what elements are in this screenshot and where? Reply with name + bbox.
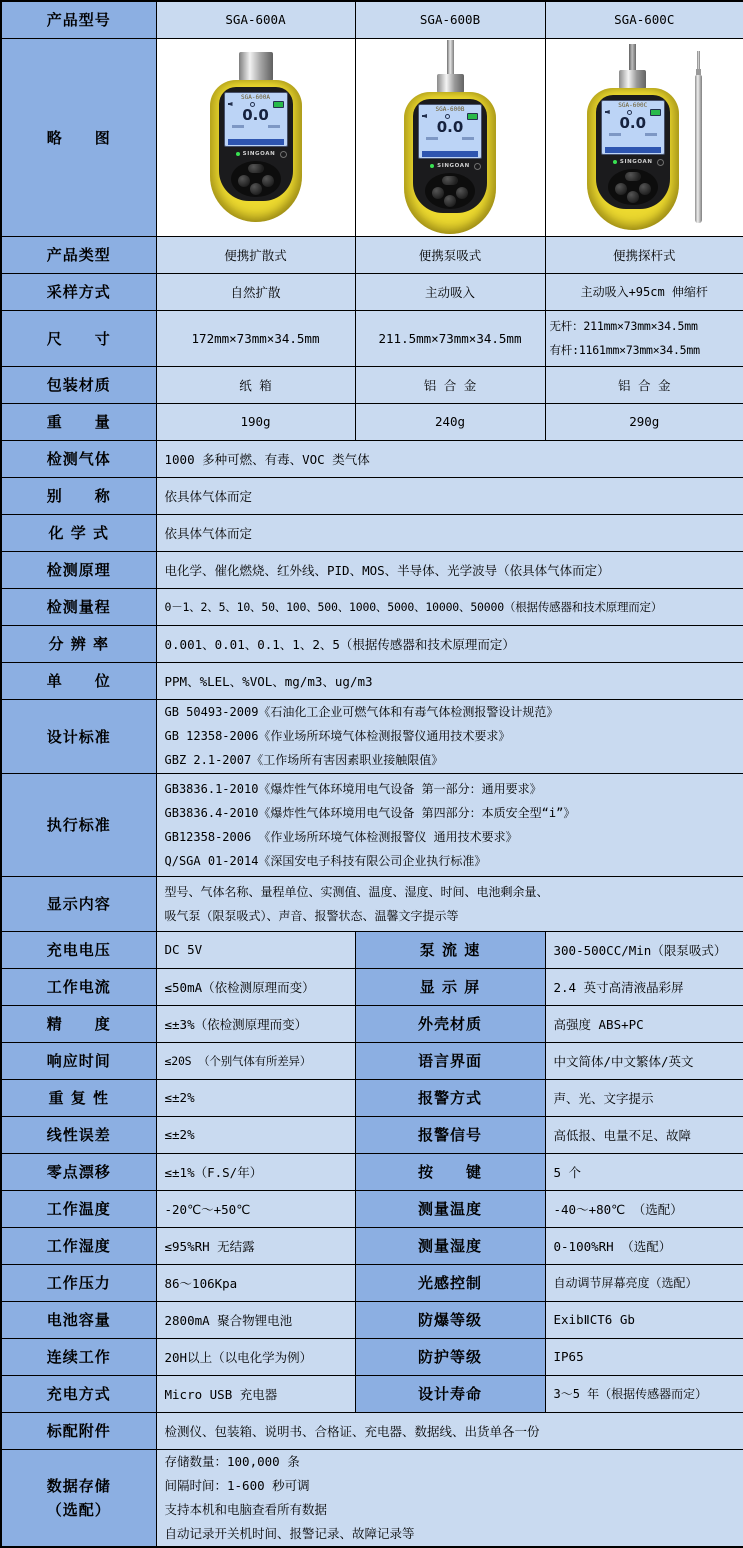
button-cluster	[425, 173, 475, 209]
sensor-cap	[619, 70, 646, 89]
storage-line: 间隔时间：1-600 秒可调	[164, 1477, 310, 1493]
row-split	[1, 1116, 743, 1153]
sensor-cap	[239, 52, 273, 81]
spec-value: 3～5 年（根据传感器而定）	[545, 1375, 743, 1412]
screen-footer-bar	[228, 139, 284, 145]
telescopic-probe-rod	[695, 51, 702, 223]
spec-value: 依具体气体而定	[156, 477, 743, 514]
spec-value	[156, 773, 743, 876]
gas-reading: 0.0	[242, 106, 269, 124]
spec-value-a: 190g	[156, 403, 355, 440]
left-button	[432, 187, 444, 199]
spec-label: 外壳材质	[355, 1005, 545, 1042]
spec-label: 防爆等级	[355, 1301, 545, 1338]
spec-label: 零点漂移	[1, 1153, 156, 1190]
spec-label: 防护等级	[355, 1338, 545, 1375]
speaker-icon	[422, 114, 427, 118]
row-resolution	[1, 625, 743, 662]
spec-label: 测量温度	[355, 1190, 545, 1227]
spec-label: 执行标准	[1, 773, 156, 876]
row-unit	[1, 662, 743, 699]
spec-label: 响应时间	[1, 1042, 156, 1079]
spec-value-c: 铝 合 金	[545, 366, 743, 403]
device-face	[413, 99, 487, 213]
model-c-cell: SGA-600C	[545, 1, 743, 38]
screen-model-text: SGA-600C	[618, 102, 648, 109]
spec-label: 标配附件	[1, 1412, 156, 1449]
spec-value: 20H以上（以电化学为例）	[156, 1338, 355, 1375]
row-design-standard	[1, 699, 743, 773]
enter-button	[444, 195, 456, 207]
spec-label: 测量湿度	[355, 1227, 545, 1264]
screen-model-text: SGA-600B	[435, 106, 465, 113]
screen-info-rows	[228, 124, 284, 128]
spec-value: ≤±1%（F.S/年）	[156, 1153, 355, 1190]
row-split	[1, 1190, 743, 1227]
left-button	[238, 175, 250, 187]
row-weight	[1, 403, 743, 440]
menu-button	[248, 164, 264, 173]
spec-value-b: 211.5mm×73mm×34.5mm	[355, 310, 545, 366]
status-led	[236, 152, 240, 156]
spec-label: 显示内容	[1, 876, 156, 931]
standard-line: GBZ 2.1-2007《工作场所有害因素职业接触限值》	[164, 753, 444, 767]
storage-line: 自动记录开关机时间、报警记录、故障记录等	[164, 1525, 415, 1541]
standard-line: GB12358-2006 《作业场所环境气体检测报警仪 通用技术要求》	[164, 829, 518, 844]
row-formula	[1, 514, 743, 551]
spec-value-a: 纸 箱	[156, 366, 355, 403]
header-label-product-model: 产品型号	[1, 1, 156, 38]
spec-value-c: 主动吸入+95cm 伸缩杆	[545, 273, 743, 310]
spec-value: ≤±2%	[156, 1079, 355, 1116]
row-split	[1, 931, 743, 968]
brand-row	[601, 155, 665, 168]
spec-value: 1000 多种可燃、有毒、VOC 类气体	[156, 440, 743, 477]
row-split	[1, 1338, 743, 1375]
sensor-cap	[437, 74, 464, 93]
spec-label: 检测原理	[1, 551, 156, 588]
spec-label: 工作压力	[1, 1264, 156, 1301]
spec-label: 化 学 式	[1, 514, 156, 551]
brand-text: SINGOAN	[437, 162, 470, 169]
storage-label-line1: 数据存储	[46, 1476, 111, 1495]
spec-value: 2800mA 聚合物锂电池	[156, 1301, 355, 1338]
spec-value: 0.001、0.01、0.1、1、2、5（根据传感器和技术原理而定）	[156, 625, 743, 662]
dimension-with-rod: 有杆:1161mm×73mm×34.5mm	[549, 343, 700, 357]
spec-label: 工作湿度	[1, 1227, 156, 1264]
spec-value: Micro USB 充电器	[156, 1375, 355, 1412]
rod-tip	[697, 51, 700, 69]
spec-value: ≤20S （个别气体有所差异）	[156, 1042, 355, 1079]
spec-value: ≤±3%（依检测原理而变）	[156, 1005, 355, 1042]
row-range	[1, 588, 743, 625]
storage-line: 支持本机和电脑查看所有数据	[164, 1501, 328, 1517]
spec-label: 产品类型	[1, 236, 156, 273]
spec-label: 分 辨 率	[1, 625, 156, 662]
enter-button	[627, 191, 639, 203]
display-line: 吸气泵（限泵吸式）、声音、报警状态、温馨文字提示等	[164, 908, 459, 923]
rod-shaft	[695, 75, 702, 223]
spec-label: 充电电压	[1, 931, 156, 968]
pump-probe	[447, 40, 454, 74]
spec-value	[156, 876, 743, 931]
spec-value-b: 便携泵吸式	[355, 236, 545, 273]
device-face	[596, 95, 670, 209]
row-display-content	[1, 876, 743, 931]
speaker-icon	[605, 110, 610, 114]
spec-value-c	[545, 310, 743, 366]
spec-value-a: 172mm×73mm×34.5mm	[156, 310, 355, 366]
screen-footer-bar	[605, 147, 661, 153]
spec-value-c: 便携探杆式	[545, 236, 743, 273]
spec-label: 工作温度	[1, 1190, 156, 1227]
spec-value: 声、光、文字提示	[545, 1079, 743, 1116]
spec-value: 0-100%RH （选配）	[545, 1227, 743, 1264]
row-split	[1, 1264, 743, 1301]
device-a-illustration	[210, 52, 302, 222]
row-principle	[1, 551, 743, 588]
spec-value	[156, 699, 743, 773]
row-data-storage	[1, 1449, 743, 1547]
dimension-no-rod: 无杆：211mm×73mm×34.5mm	[549, 319, 698, 333]
spec-label: 线性误差	[1, 1116, 156, 1153]
brand-row	[224, 147, 288, 160]
row-split	[1, 1153, 743, 1190]
brand-row	[418, 159, 482, 172]
spec-label: 采样方式	[1, 273, 156, 310]
display-line: 型号、气体名称、量程单位、实测值、温度、湿度、时间、电池剩余量、	[164, 884, 549, 899]
status-led	[613, 160, 617, 164]
standard-line: GB3836.4-2010《爆炸性气体环境用电气设备 第四部分：本质安全型“i”》	[164, 805, 576, 820]
screen-info-rows	[605, 132, 661, 136]
spec-label: 电池容量	[1, 1301, 156, 1338]
row-split	[1, 1042, 743, 1079]
right-button	[456, 187, 468, 199]
spec-label: 尺 寸	[1, 310, 156, 366]
sketch-row	[1, 38, 743, 236]
standard-line: GB 12358-2006《作业场所环境气体检测报警仪通用技术要求》	[164, 729, 511, 743]
device-face	[219, 87, 293, 201]
spec-value: ≤±2%	[156, 1116, 355, 1153]
spec-value: 自动调节屏幕亮度（选配）	[545, 1264, 743, 1301]
right-button	[639, 183, 651, 195]
gas-reading: 0.0	[619, 114, 647, 132]
spec-value	[156, 1449, 743, 1547]
spec-label: 单 位	[1, 662, 156, 699]
device-body	[587, 88, 679, 230]
spec-label: 精 度	[1, 1005, 156, 1042]
power-button-icon	[657, 159, 664, 166]
standard-line: GB3836.1-2010《爆炸性气体环境用电气设备 第一部分：通用要求》	[164, 781, 542, 796]
row-split	[1, 1079, 743, 1116]
product-photo-a	[156, 38, 355, 236]
spec-value: IP65	[545, 1338, 743, 1375]
right-button	[262, 175, 274, 187]
status-led	[430, 164, 434, 168]
header-row	[1, 1, 743, 38]
spec-value: 中文简体/中文繁体/英文	[545, 1042, 743, 1079]
spec-value: 300-500CC/Min（限泵吸式）	[545, 931, 743, 968]
spec-value: 电化学、催化燃烧、红外线、PID、MOS、半导体、光学波导（依具体气体而定）	[156, 551, 743, 588]
spec-label: 光感控制	[355, 1264, 545, 1301]
device-b-illustration	[404, 40, 496, 234]
spec-label: 连续工作	[1, 1338, 156, 1375]
spec-value: ≤95%RH 无结露	[156, 1227, 355, 1264]
row-accessories	[1, 1412, 743, 1449]
spec-label	[1, 1449, 156, 1547]
row-dimensions	[1, 310, 743, 366]
row-alias	[1, 477, 743, 514]
row-packaging	[1, 366, 743, 403]
pump-probe	[629, 44, 636, 70]
menu-button	[442, 176, 458, 185]
spec-value-a: 便携扩散式	[156, 236, 355, 273]
spec-label: 设计寿命	[355, 1375, 545, 1412]
product-photo-c	[545, 38, 743, 236]
row-product-type	[1, 236, 743, 273]
row-split	[1, 1375, 743, 1412]
spec-value: -20℃～+50℃	[156, 1190, 355, 1227]
spec-label: 报警信号	[355, 1116, 545, 1153]
spec-value-a: 自然扩散	[156, 273, 355, 310]
spec-label: 语言界面	[355, 1042, 545, 1079]
spec-label: 显 示 屏	[355, 968, 545, 1005]
screen-info-rows	[422, 136, 478, 140]
spec-value: 0－1、2、5、10、50、100、500、1000、5000、10000、50000（根据传感器和技术原理而定）	[156, 588, 743, 625]
spec-value: PPM、%LEL、%VOL、mg/m3、ug/m3	[156, 662, 743, 699]
spec-label: 报警方式	[355, 1079, 545, 1116]
spec-value: DC 5V	[156, 931, 355, 968]
spec-value: 86～106Kpa	[156, 1264, 355, 1301]
spec-label: 重 量	[1, 403, 156, 440]
device-body	[404, 92, 496, 234]
spec-value: 5 个	[545, 1153, 743, 1190]
spec-label: 设计标准	[1, 699, 156, 773]
lcd-screen	[224, 92, 288, 147]
spec-label: 检测气体	[1, 440, 156, 477]
row-split	[1, 968, 743, 1005]
enter-button	[250, 183, 262, 195]
gas-reading: 0.0	[436, 118, 464, 136]
device-body	[210, 80, 302, 222]
sketch-label: 略 图	[1, 38, 156, 236]
brand-text: SINGOAN	[619, 158, 653, 165]
left-button	[615, 183, 627, 195]
spec-value: 检测仪、包装箱、说明书、合格证、充电器、数据线、出货单各一份	[156, 1412, 743, 1449]
spec-value-b: 240g	[355, 403, 545, 440]
model-b-cell: SGA-600B	[355, 1, 545, 38]
spec-label: 充电方式	[1, 1375, 156, 1412]
spec-value-b: 主动吸入	[355, 273, 545, 310]
device-c-illustration	[587, 44, 679, 230]
row-gases	[1, 440, 743, 477]
spec-value: ExibⅡCT6 Gb	[545, 1301, 743, 1338]
spec-label: 泵 流 速	[355, 931, 545, 968]
spec-label: 包装材质	[1, 366, 156, 403]
menu-button	[625, 172, 641, 181]
spec-value-b: 铝 合 金	[355, 366, 545, 403]
lcd-screen	[418, 104, 482, 159]
standard-line: GB 50493-2009《石油化工企业可燃气体和有毒气体检测报警设计规范》	[164, 705, 559, 719]
spec-value: 高强度 ABS+PC	[545, 1005, 743, 1042]
brand-text: SINGOAN	[242, 150, 276, 157]
spec-value-c: 290g	[545, 403, 743, 440]
power-button-icon	[280, 151, 287, 158]
power-button-icon	[474, 163, 481, 170]
row-split	[1, 1005, 743, 1042]
spec-label: 检测量程	[1, 588, 156, 625]
spec-value: ≤50mA（依检测原理而变）	[156, 968, 355, 1005]
spec-label: 重 复 性	[1, 1079, 156, 1116]
row-split	[1, 1227, 743, 1264]
spec-value: 高低报、电量不足、故障	[545, 1116, 743, 1153]
storage-label-line2: （选配）	[46, 1500, 111, 1519]
spec-label: 按 键	[355, 1153, 545, 1190]
model-a-cell: SGA-600A	[156, 1, 355, 38]
screen-footer-bar	[422, 151, 478, 157]
row-sampling	[1, 273, 743, 310]
storage-line: 存储数量：100,000 条	[164, 1453, 300, 1469]
spec-label: 工作电流	[1, 968, 156, 1005]
speaker-icon	[228, 102, 233, 106]
row-exec-standard	[1, 773, 743, 876]
lcd-screen	[601, 100, 665, 155]
screen-model-text: SGA-600A	[241, 94, 270, 101]
button-cluster	[231, 161, 281, 197]
row-split	[1, 1301, 743, 1338]
spec-label: 别 称	[1, 477, 156, 514]
spec-value: 依具体气体而定	[156, 514, 743, 551]
product-photo-b	[355, 38, 545, 236]
spec-value: -40～+80℃ （选配）	[545, 1190, 743, 1227]
button-cluster	[608, 169, 658, 205]
standard-line: Q/SGA 01-2014《深国安电子科技有限公司企业执行标准》	[164, 853, 487, 868]
spec-value: 2.4 英寸高清液晶彩屏	[545, 968, 743, 1005]
